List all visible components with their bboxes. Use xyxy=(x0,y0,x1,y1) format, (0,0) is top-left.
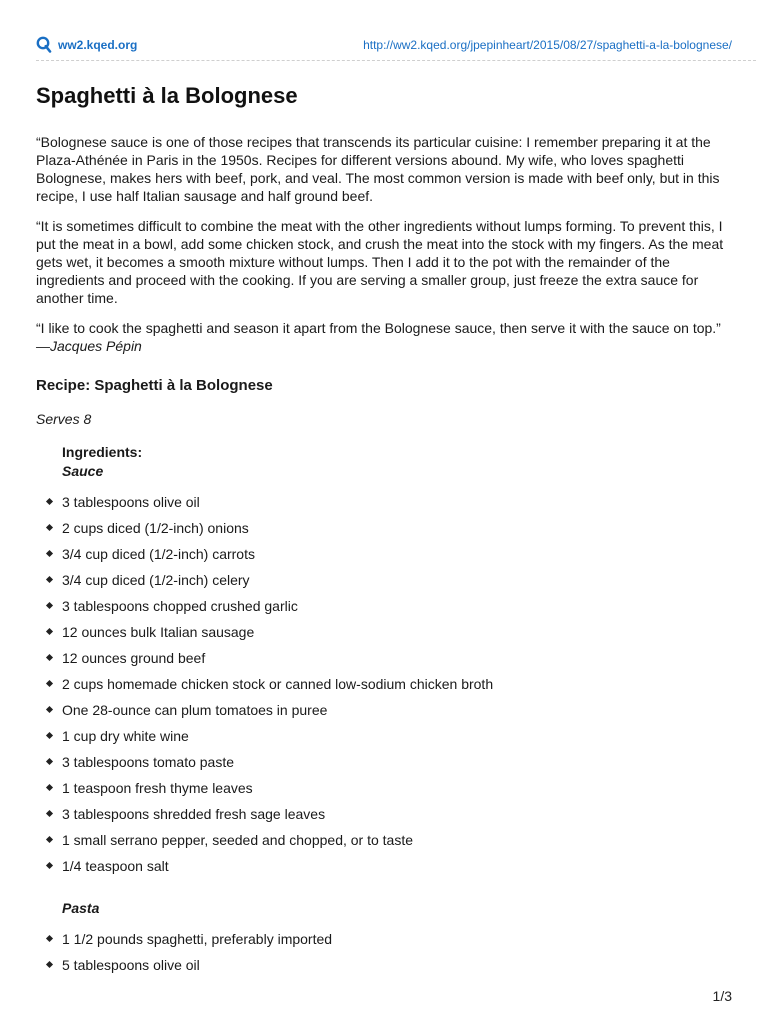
site-link[interactable] xyxy=(36,36,137,54)
ingredient-text: 5 tablespoons olive oil xyxy=(62,956,200,973)
ingredient-text: One 28-ounce can plum tomatoes in puree xyxy=(62,701,328,718)
ingredient-text: 1 cup dry white wine xyxy=(62,727,189,744)
ingredient-text: 1 teaspoon fresh thyme leaves xyxy=(62,779,253,796)
list-item xyxy=(36,675,736,701)
ingredient-text: 3 tablespoons shredded fresh sage leaves xyxy=(62,805,326,822)
intro-paragraph-3 xyxy=(36,319,736,355)
page-url-link[interactable]: http://ww2.kqed.org/jpepinheart/2015/08/27/spaghetti-a-la-bolognese/ xyxy=(363,38,732,52)
diamond-bullet-icon xyxy=(46,550,53,557)
list-item xyxy=(36,597,736,623)
ingredient-text: 2 cups homemade chicken stock or canned low-sodium chicken broth xyxy=(62,675,494,692)
quote-text: “I like to cook the spaghetti and season it apart from the Bolognese sauce, then serve it with the sauce on top.” xyxy=(36,319,721,336)
quote-attribution: —Jacques Pépin xyxy=(36,337,142,354)
article-body xyxy=(36,82,736,998)
ingredient-text: 3 tablespoons tomato paste xyxy=(62,753,235,770)
list-item xyxy=(36,493,736,519)
ingredients-section xyxy=(62,443,736,982)
diamond-bullet-icon xyxy=(46,862,53,869)
ingredient-text: 3/4 cup diced (1/2-inch) carrots xyxy=(62,545,255,562)
diamond-bullet-icon xyxy=(46,576,53,583)
page-header xyxy=(36,34,732,58)
list-item xyxy=(36,779,736,805)
diamond-bullet-icon xyxy=(46,732,53,739)
list-item xyxy=(36,571,736,597)
ingredients-label: Ingredients: xyxy=(62,443,143,460)
list-item xyxy=(36,753,736,779)
diamond-bullet-icon xyxy=(46,810,53,817)
intro-paragraph-1: “Bolognese sauce is one of those recipes that transcends its particular cuisine: I remember preparing it at the Plaza-Athénée in Paris in the 1950s. Recipes for different versions abound. My wife, who loves spaghetti Bolognese, makes hers with beef, pork, and veal. The most common version is made with beef only, but in this recipe, I use half Italian sausage and half ground beef. xyxy=(36,133,720,204)
diamond-bullet-icon xyxy=(46,706,53,713)
diamond-bullet-icon xyxy=(46,654,53,661)
ingredient-text: 12 ounces bulk Italian sausage xyxy=(62,623,255,640)
list-item xyxy=(36,930,736,956)
sauce-label: Sauce xyxy=(62,462,104,479)
list-item xyxy=(36,649,736,675)
kqed-q-logo-icon xyxy=(36,36,52,54)
diamond-bullet-icon xyxy=(46,758,53,765)
list-item xyxy=(36,805,736,831)
diamond-bullet-icon xyxy=(46,524,53,531)
diamond-bullet-icon xyxy=(46,628,53,635)
diamond-bullet-icon xyxy=(46,602,53,609)
site-name[interactable]: ww2.kqed.org xyxy=(58,38,138,52)
ingredient-text: 1 1/2 pounds spaghetti, preferably imported xyxy=(62,930,333,947)
recipe-heading: Recipe: Spaghetti à la Bolognese xyxy=(36,376,273,394)
ingredient-text: 3 tablespoons olive oil xyxy=(62,493,200,510)
diamond-bullet-icon xyxy=(46,680,53,687)
list-item xyxy=(36,956,736,982)
sauce-ingredient-list xyxy=(36,493,736,883)
list-item xyxy=(36,831,736,857)
article-title: Spaghetti à la Bolognese xyxy=(36,83,298,108)
ingredient-text: 3 tablespoons chopped crushed garlic xyxy=(62,597,298,614)
serves-count: Serves 8 xyxy=(36,410,92,427)
header-divider xyxy=(36,60,756,61)
page-number: 1/3 xyxy=(712,988,732,1004)
list-item xyxy=(36,857,736,883)
intro-paragraph-2: “It is sometimes difficult to combine the meat with the other ingredients without lumps forming. To prevent this, I put the meat in a bowl, add some chicken stock, and crush the meat into the stock with my fingers. As the meat gets wet, it becomes a smooth mixture without lumps. Then I add it to the pot with the remainder of the ingredients and proceed with the cooking. If you are serving a smaller group, just freeze the extra sauce for another time. xyxy=(36,217,724,306)
list-item xyxy=(36,701,736,727)
ingredient-text: 1 small serrano pepper, seeded and chopped, or to taste xyxy=(62,831,414,848)
diamond-bullet-icon xyxy=(46,784,53,791)
pasta-label: Pasta xyxy=(62,899,100,916)
ingredient-text: 12 ounces ground beef xyxy=(62,649,206,666)
ingredient-text: 3/4 cup diced (1/2-inch) celery xyxy=(62,571,250,588)
pasta-ingredient-list xyxy=(36,930,736,982)
ingredient-text: 1/4 teaspoon salt xyxy=(62,857,169,874)
list-item xyxy=(36,545,736,571)
diamond-bullet-icon xyxy=(46,935,53,942)
list-item xyxy=(36,727,736,753)
list-item xyxy=(36,623,736,649)
ingredient-text: 2 cups diced (1/2-inch) onions xyxy=(62,519,249,536)
diamond-bullet-icon xyxy=(46,836,53,843)
diamond-bullet-icon xyxy=(46,961,53,968)
list-item xyxy=(36,519,736,545)
diamond-bullet-icon xyxy=(46,498,53,505)
